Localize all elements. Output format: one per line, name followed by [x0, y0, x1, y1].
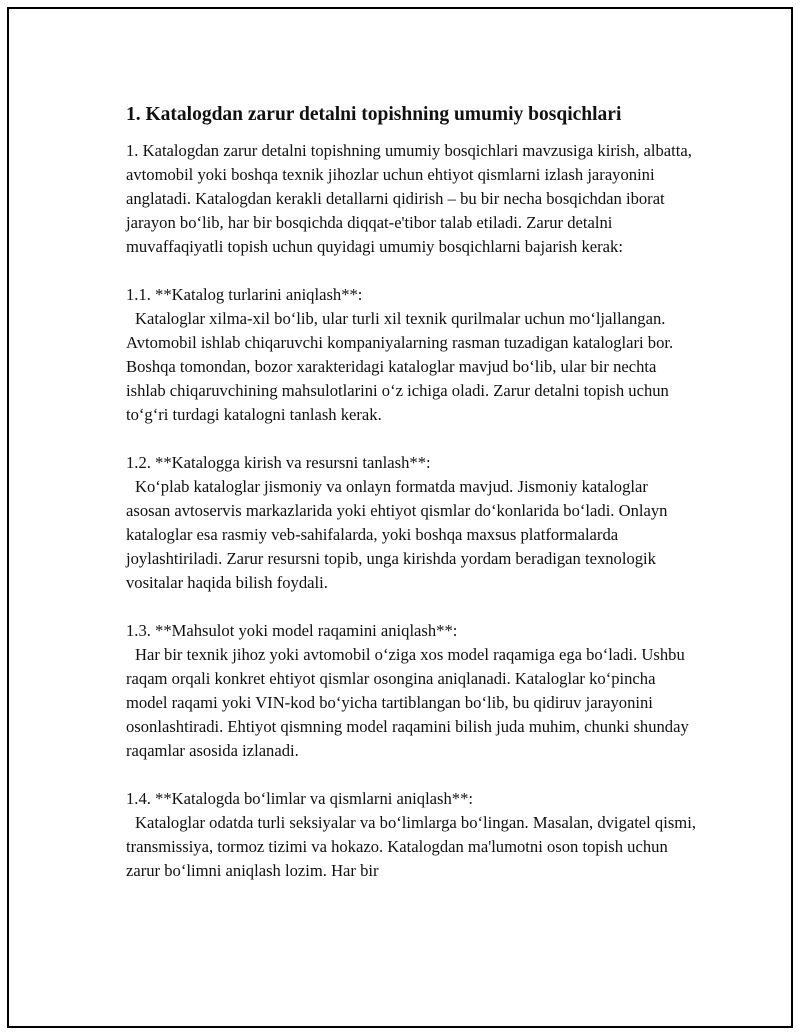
section-1-4 — [126, 787, 696, 883]
section-heading: 1.3. **Mahsulot yoki model raqamini aniqlash**: — [126, 621, 458, 640]
section-1-2 — [126, 451, 696, 595]
section-body: Kataloglar xilma-xil bo‘lib, ular turli xil texnik qurilmalar uchun mo‘ljallangan. Avtomobil ishlab chiqaruvchi kompaniyalarning rasman tuzadigan kataloglari bor. Boshqa tomondan, bozor xarakteridagi kataloglar mavjud bo‘lib, ular bir nechta ishlab chiqaruvchining mahsulotlarini o‘z ichiga oladi. Zarur detalni topish uchun to‘g‘ri turdagi katalogni tanlash kerak. — [126, 309, 674, 424]
section-body: Kataloglar odatda turli seksiyalar va bo‘limlarga bo‘lingan. Masalan, dvigatel qismi, transmissiya, tormoz tizimi va hokazo. Katalogdan ma'lumotni oson topish uchun zarur bo‘limni aniqlash lozim. Har bir — [126, 813, 696, 880]
section-heading: 1.4. **Katalogda bo‘limlar va qismlarni aniqlash**: — [126, 789, 474, 808]
document-title: 1. Katalogdan zarur detalni topishning umumiy bosqichlari — [126, 104, 622, 125]
section-heading: 1.2. **Katalogga kirish va resursni tanlash**: — [126, 453, 431, 472]
section-1-3 — [126, 619, 696, 763]
document-content — [126, 101, 696, 883]
section-body: Har bir texnik jihoz yoki avtomobil o‘ziga xos model raqamiga ega bo‘ladi. Ushbu raqam orqali konkret ehtiyot qismlar osongina aniqlanadi. Kataloglar ko‘pincha model raqami yoki VIN-kod bo‘yicha tartiblangan bo‘lib, bu qidiruv jarayonini osonlashtiradi. Ehtiyot qismning model raqamini bilish juda muhim, chunki shunday raqamlar asosida izlanadi. — [126, 645, 689, 760]
section-body: Ko‘plab kataloglar jismoniy va onlayn formatda mavjud. Jismoniy kataloglar asosan avtoservis markazlarida yoki ehtiyot qismlar do‘konlarida bo‘ladi. Onlayn kataloglar esa rasmiy veb-sahifalarda, yoki boshqa maxsus platformalarda joylashtiriladi. Zarur resursni topib, unga kirishda yordam beradigan texnologik vositalar haqida bilish foydali. — [126, 477, 668, 592]
page-frame — [7, 7, 793, 1028]
section-1-1 — [126, 283, 696, 427]
intro-paragraph: 1. Katalogdan zarur detalni topishning umumiy bosqichlari mavzusiga kirish, albatta, avtomobil yoki boshqa texnik jihozlar uchun ehtiyot qismlarni izlash jarayonini anglatadi. Katalogdan kerakli detallarni qidirish – bu bir necha bosqichdan iborat jarayon bo‘lib, har bir bosqichda diqqat-e'tibor talab etiladi. Zarur detalni muvaffaqiyatli topish uchun quyidagi umumiy bosqichlarni bajarish kerak: — [126, 141, 692, 256]
section-heading: 1.1. **Katalog turlarini aniqlash**: — [126, 285, 363, 304]
